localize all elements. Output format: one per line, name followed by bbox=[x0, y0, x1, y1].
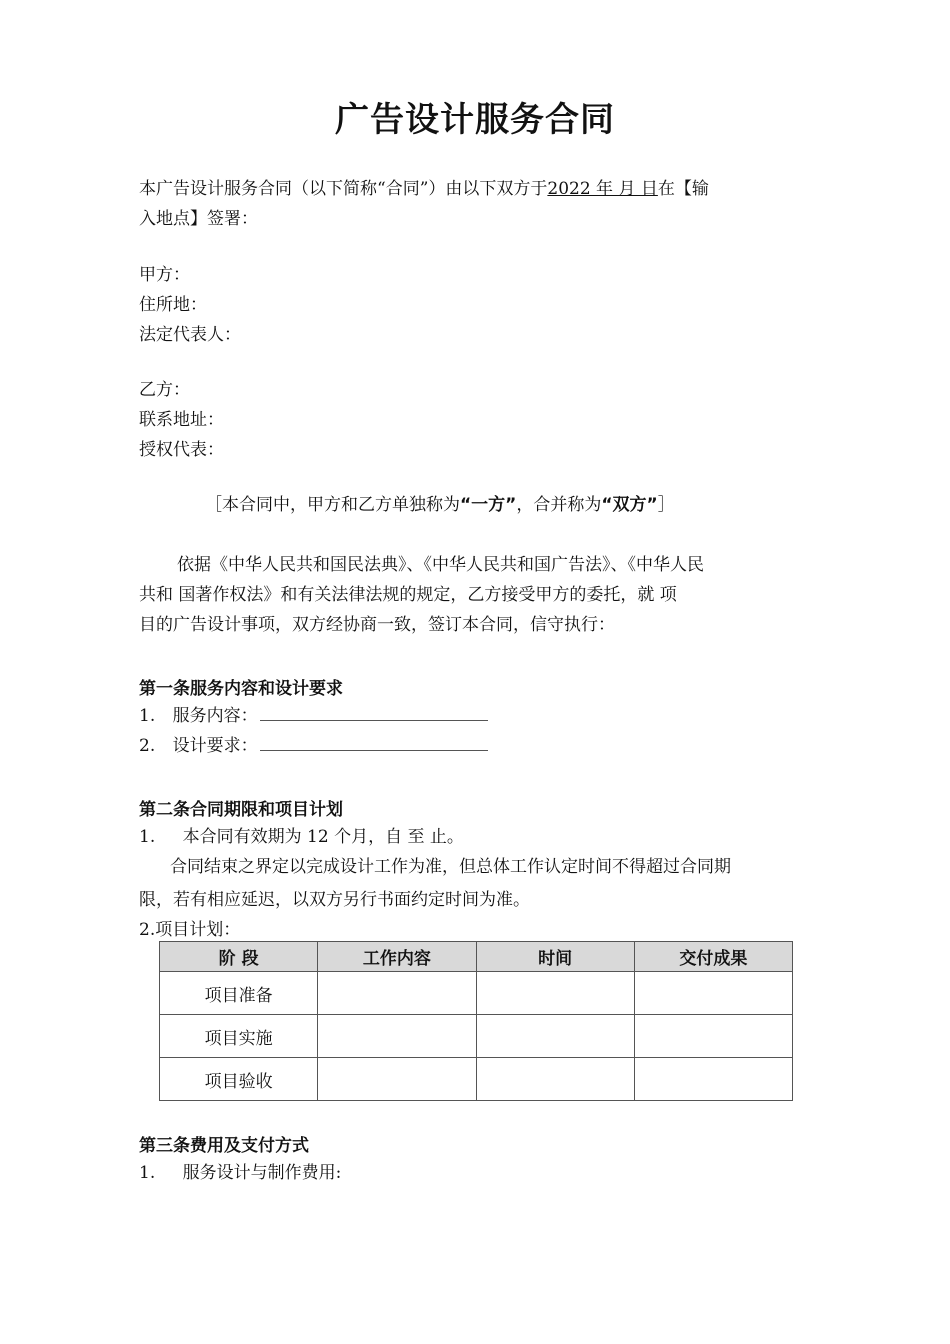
project-plan-label: 2.项目计划： bbox=[139, 920, 241, 940]
table-cell: 项目准备 bbox=[160, 972, 318, 1015]
section-1-heading: 第一条服务内容和设计要求 bbox=[139, 679, 343, 699]
table-cell bbox=[634, 972, 792, 1015]
note-part-2: ，合并称为 bbox=[516, 495, 602, 515]
document-title: 广告设计服务合同 bbox=[335, 100, 615, 140]
intro-line-2: 入地点】签署： bbox=[139, 209, 258, 229]
table-cell bbox=[634, 1058, 792, 1101]
table-header-row bbox=[160, 942, 793, 972]
table-cell bbox=[476, 972, 634, 1015]
basis-line-3: 目的广告设计事项，双方经协商一致，签订本合同，信守执行： bbox=[139, 615, 615, 635]
note-part-1: ［本合同中，甲方和乙方单独称为 bbox=[205, 495, 460, 515]
table-header: 工作内容 bbox=[318, 942, 476, 972]
section-2-para-line-1: 合同结束之界定以完成设计工作为准，但总体工作认定时间不得超过合同期 bbox=[170, 857, 731, 877]
note-part-3: ］ bbox=[657, 495, 675, 515]
intro-line-1 bbox=[139, 177, 709, 201]
note-bold-2: “双方” bbox=[601, 495, 658, 515]
section-1-item-1 bbox=[139, 704, 488, 728]
party-a-label: 甲方： bbox=[139, 265, 190, 285]
table-cell bbox=[318, 972, 476, 1015]
fill-in-blank bbox=[260, 706, 488, 721]
table-cell bbox=[318, 1015, 476, 1058]
intro-text-after: 在【输 bbox=[657, 179, 709, 199]
item-number: 2. bbox=[139, 736, 156, 756]
item-label: 设计要求： bbox=[172, 736, 258, 756]
table-cell: 项目验收 bbox=[160, 1058, 318, 1101]
intro-text-before: 本广告设计服务合同（以下简称“合同”）由以下双方于 bbox=[139, 179, 548, 199]
party-b-label: 乙方： bbox=[139, 380, 190, 400]
party-b-rep: 授权代表： bbox=[139, 440, 224, 460]
section-2-para-line-2: 限，若有相应延迟，以双方另行书面约定时间为准。 bbox=[139, 890, 530, 910]
note-bold-1: “一方” bbox=[460, 495, 517, 515]
table-row bbox=[160, 1015, 793, 1058]
item-text: 本合同有效期为 12 个月，自 至 止。 bbox=[182, 827, 464, 847]
table-header: 交付成果 bbox=[634, 942, 792, 972]
table-cell: 项目实施 bbox=[160, 1015, 318, 1058]
table-cell bbox=[476, 1058, 634, 1101]
table-row bbox=[160, 1058, 793, 1101]
basis-line-2: 共和 国著作权法》和有关法律法规的规定，乙方接受甲方的委托，就 项 bbox=[139, 585, 677, 605]
section-3-item-1 bbox=[139, 1161, 341, 1185]
project-plan-table bbox=[159, 941, 793, 1101]
party-a-address: 住所地： bbox=[139, 295, 207, 315]
table-header: 时间 bbox=[476, 942, 634, 972]
section-2-heading: 第二条合同期限和项目计划 bbox=[139, 800, 343, 820]
item-number: 1. bbox=[139, 706, 156, 726]
item-number: 1. bbox=[139, 827, 156, 847]
table-header: 阶 段 bbox=[160, 942, 318, 972]
table-cell bbox=[634, 1015, 792, 1058]
item-label: 服务内容： bbox=[172, 706, 258, 726]
table-cell bbox=[476, 1015, 634, 1058]
party-a-rep: 法定代表人： bbox=[139, 325, 241, 345]
intro-date: 2022 年 月 日 bbox=[547, 179, 658, 199]
fill-in-blank bbox=[260, 736, 488, 751]
section-1-item-2 bbox=[139, 734, 488, 758]
section-2-item-1 bbox=[139, 825, 464, 849]
item-text: 服务设计与制作费用: bbox=[182, 1163, 342, 1183]
section-3-heading: 第三条费用及支付方式 bbox=[139, 1136, 309, 1156]
parties-note bbox=[205, 493, 675, 517]
table-cell bbox=[318, 1058, 476, 1101]
item-number: 1. bbox=[139, 1163, 156, 1183]
table-row bbox=[160, 972, 793, 1015]
basis-line-1: 依据《中华人民共和国民法典》、《中华人民共和国广告法》、《中华人民 bbox=[177, 555, 704, 575]
party-b-address: 联系地址： bbox=[139, 410, 224, 430]
